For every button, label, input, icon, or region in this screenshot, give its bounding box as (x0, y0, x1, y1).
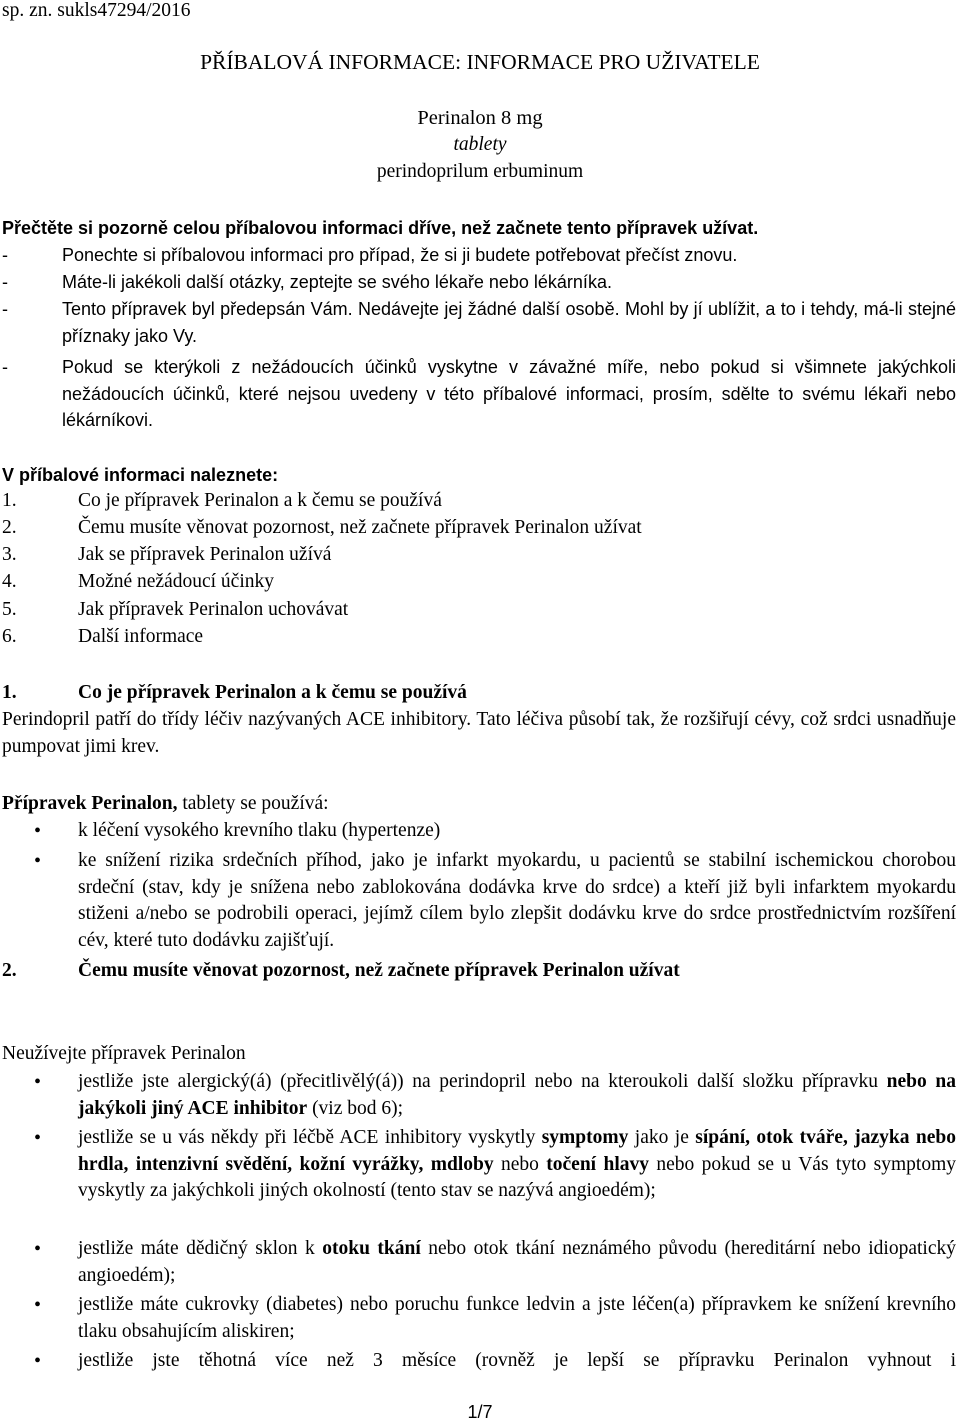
item-text: nebo (493, 1153, 547, 1175)
section1-number: 1. (2, 682, 17, 703)
section1-body: Perindopril patří do třídy léčiv nazývaných ACE inhibitory. Tato léčiva působí tak, že rozšiřují cévy, což srdci usnadňuje pumpovat jimi krev. (2, 709, 956, 757)
toc-item: Jak přípravek Perinalon uchovávat (78, 599, 349, 620)
contraindication-item (78, 1125, 956, 1205)
toc-item: Jak se přípravek Perinalon užívá (78, 544, 332, 565)
item-emphasis: točení hlavy (546, 1153, 649, 1175)
toc-number: 4. (2, 571, 17, 592)
intro-heading: Přečtěte si pozorně celou příbalovou informaci dříve, než začnete tento přípravek užívat. (2, 218, 759, 238)
item-text: jestliže se u vás někdy při léčbě ACE inhibitory vyskytly (78, 1127, 542, 1148)
toc-item: Možné nežádoucí účinky (78, 571, 275, 592)
item-text: nebo otok tkání neznámého původu (hereditární nebo idiopatický angioedém); (78, 1238, 956, 1286)
bullet-icon: • (34, 850, 42, 872)
contraindication-item: jestliže jste těhotná více než 3 měsíce (rovněž je lepší se přípravku Perinalon vyhnout i (78, 1350, 956, 1371)
bullet-icon: • (34, 1071, 42, 1093)
toc-item: Čemu musíte věnovat pozornost, než začnete přípravek Perinalon užívat (78, 517, 642, 538)
section2-number: 2. (2, 960, 17, 981)
document-reference: sp. zn. sukls47294/2016 (2, 0, 191, 21)
item-emphasis: sípání, otok tváře, jazyka nebo hrdla, intenzivní svědění, kožní vyrážky, mdloby (78, 1127, 956, 1175)
intro-item: Pokud se kterýkoli z nežádoucích účinků vyskytne v závažné míře, nebo pokud si všimnete jakýchkoli nežádoucích účinků, které nejsou uvedeny v této příbalové informaci, prosím, sdělte to svému lékaři nebo lékárníkovi. (62, 357, 956, 430)
bullet-icon: • (34, 1294, 42, 1316)
contraindication-item (78, 1236, 956, 1289)
toc-number: 1. (2, 490, 17, 511)
intro-item: Ponechte si příbalovou informaci pro případ, že si ji budete potřebovat přečíst znovu. (62, 245, 738, 265)
intro-item: Máte-li jakékoli další otázky, zeptejte se svého lékaře nebo lékárníka. (62, 272, 612, 292)
list-dash: - (2, 299, 8, 319)
item-emphasis: otoku tkání (322, 1238, 421, 1259)
intro-item: Tento přípravek byl předepsán Vám. Nedávejte jej žádné další osobě. Mohl by jí ublížit, a to i tehdy, má-li stejné příznaky jako Vy. (62, 299, 956, 346)
contraindication-item: jestliže máte cukrovky (diabetes) nebo poruchu funkce ledvin a jste léčen(a) přípravkem ke snížení krevního tlaku obsahujícím aliskiren; (78, 1294, 956, 1342)
product-substance: perindoprilum erbuminum (376, 161, 584, 182)
item-text: jako je (628, 1127, 696, 1148)
item-text: nebo pokud se u Vás tyto symptomy vyskytly za jakýchkoli jiných okolností (tento stav se nazývá angioedém); (78, 1153, 956, 1201)
document-title: PŘÍBALOVÁ INFORMACE: INFORMACE PRO UŽIVATELE (200, 50, 760, 74)
item-emphasis: nebo na jakýkoli jiný ACE inhibitor (78, 1071, 956, 1119)
toc-number: 3. (2, 544, 17, 565)
page-number: 1/7 (467, 1402, 493, 1422)
product-name: Perinalon 8 mg (417, 107, 543, 129)
bullet-icon: • (34, 1127, 42, 1149)
toc-item: Další informace (78, 626, 204, 647)
use-item: ke snížení rizika srdečních příhod, jako je infarkt myokardu, u pacientů se stabilní ischemickou chorobou srdeční (stav, kdy je snížena nebo zablokována dodávka krve do srdce) a kteří již byli infarktem myokardu stiženi a/nebo se podrobili operaci, jejímž cílem bylo zlepšit dodávku krve do srdce prostřednictvím rozšíření cév, které tuto dodávku zajišťují. (78, 850, 956, 951)
item-emphasis: symptomy (541, 1127, 629, 1148)
product-label: Přípravek Perinalon, (2, 793, 178, 814)
use-intro-text: tablety se používá: (177, 793, 329, 814)
bullet-icon: • (34, 820, 42, 842)
item-text: (viz bod 6); (307, 1097, 404, 1119)
list-dash: - (2, 272, 8, 292)
toc-heading: V příbalové informaci naleznete: (2, 465, 279, 485)
toc-number: 5. (2, 599, 17, 620)
toc-item: Co je přípravek Perinalon a k čemu se používá (78, 490, 442, 511)
section1-title: Co je přípravek Perinalon a k čemu se používá (78, 682, 467, 703)
item-text: jestliže máte dědičný sklon k (78, 1238, 323, 1259)
section2-subheading: Neužívejte přípravek Perinalon (2, 1043, 246, 1064)
contraindication-item (78, 1069, 956, 1122)
list-dash: - (2, 357, 8, 377)
list-dash: - (2, 245, 8, 265)
product-form: tablety (453, 134, 507, 155)
section2-title: Čemu musíte věnovat pozornost, než začnete přípravek Perinalon užívat (78, 960, 680, 981)
bullet-icon: • (34, 1238, 42, 1260)
toc-number: 2. (2, 517, 17, 538)
item-text: jestliže jste alergický(á) (přecitlivělý(á)) na perindopril nebo na kteroukoli další složku přípravku (78, 1071, 887, 1092)
section1-use-intro (2, 791, 329, 818)
toc-number: 6. (2, 626, 17, 647)
bullet-icon: • (34, 1350, 42, 1372)
use-item: k léčení vysokého krevního tlaku (hypertenze) (78, 820, 441, 841)
